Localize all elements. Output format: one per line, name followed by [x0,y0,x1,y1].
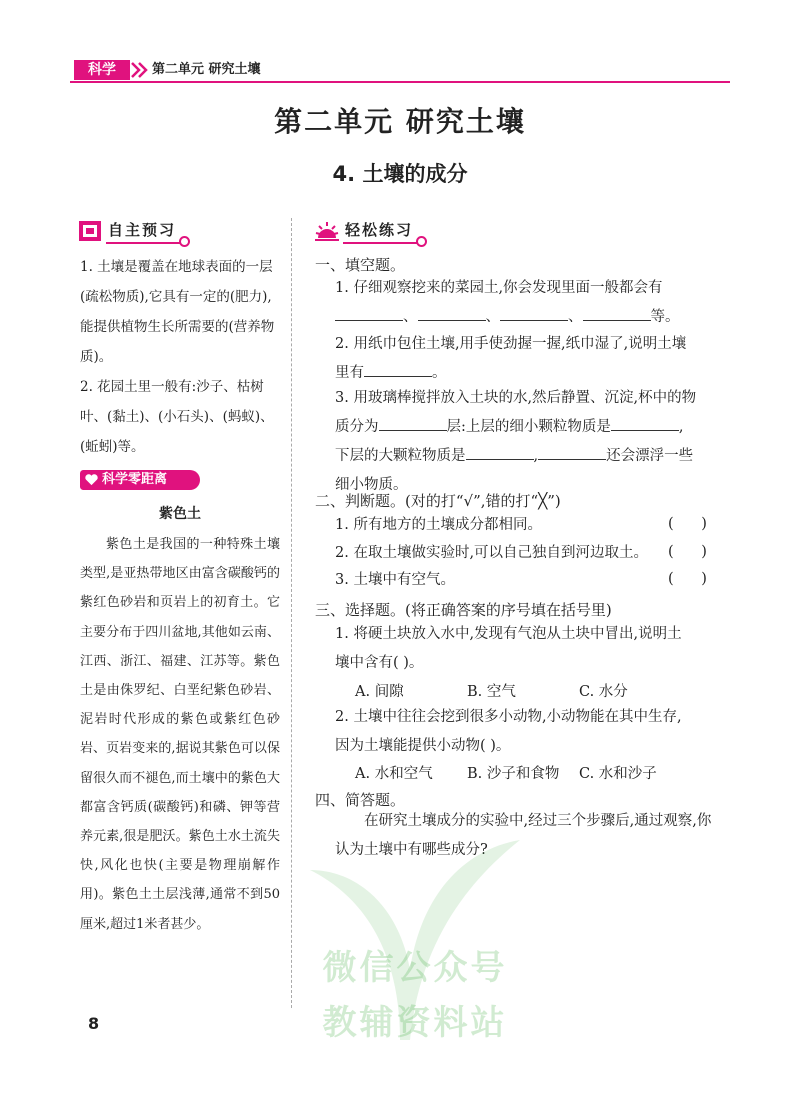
answer-blank[interactable] [538,445,606,460]
question-text: 细小物质。 [335,477,408,493]
question-text: 2. 用纸巾包住土壤,用手使劲握一握,纸巾湿了,说明土壤 [335,336,687,352]
question-text: 1. 将硬土块放入水中,发现有气泡从土块中冒出,说明土 [335,626,682,642]
question-text: , [678,419,684,435]
choice-options-2 [355,762,657,783]
short-question-1: 在研究土壤成分的实验中,经过三个步骤后,通过观察,你认为土壤中有哪些成分? [335,813,712,858]
answer-blank[interactable] [611,416,679,431]
question-text: 。 [432,365,447,381]
answer-blank[interactable] [418,306,486,321]
header-unit-title: 第二单元 研究土壤 [152,62,261,77]
double-chevron-icon [130,60,150,80]
option-b[interactable]: B. 沙子和食物 [467,766,560,782]
heart-icon [84,472,99,487]
question-text: 3. 用玻璃棒搅拌放入土块的水,然后静置、沉淀,杯中的物 [335,390,697,406]
question-text: 里有 [335,365,364,381]
unit-title: 第二单元 研究土壤 [274,105,526,138]
question-text: 因为土壤能提供小动物( )。 [335,738,511,754]
watermark-line-2: 教辅资料站 [322,1003,508,1043]
judge-item: 1. 所有地方的土壤成分都相同。 [335,517,542,533]
choice-question-2 [335,703,725,761]
question-text: 等。 [650,309,680,325]
choice-question-1 [335,620,725,678]
judge-item: 2. 在取土壤做实验时,可以自己独自到河边取土。 [335,545,649,561]
preview-item: 1. 土壤是覆盖在地球表面的一层(疏松物质),它具有一定的(肥力),能提供植物生长所需要的(营养物质)。 [80,259,275,365]
heading-note: (将正确答案的序号填在括号里) [405,601,612,619]
answer-blank[interactable] [335,306,403,321]
heading-note: (对的打“√”,错的打“╳”) [405,492,561,510]
science-corner-tag [80,470,200,490]
option-c[interactable]: C. 水和沙子 [579,766,657,782]
answer-paren[interactable]: ( ) [668,571,707,587]
lesson-title: 4. 土壤的成分 [332,162,468,186]
fill-question-1: 1. 仔细观察挖来的菜园土,你会发现里面一般都会有 、 、 、 等。 [335,280,680,325]
question-text: 壤中含有( )。 [335,655,424,671]
short-heading: 四、简答题。 [315,791,406,809]
question-text: 2. 土壤中往往会挖到很多小动物,小动物能在其中生存, [335,709,682,725]
question-text: 层:上层的细小颗粒物质是 [446,419,611,435]
article-title: 紫色土 [159,506,201,522]
heading-text: 三、选择题。 [315,601,406,619]
preview-section-tag [78,218,184,244]
page-number: 8 [88,1014,100,1033]
answer-blank[interactable] [364,362,432,377]
answer-blank[interactable] [583,306,651,321]
fill-heading: 一、填空题。 [315,256,406,274]
answer-blank[interactable] [379,416,447,431]
option-a[interactable]: A. 间隙 [355,684,404,700]
answer-paren[interactable]: ( ) [668,516,707,532]
subject-tag: 科学 [74,60,130,80]
article-body: 紫色土是我国的一种特殊土壤类型,是亚热带地区由富含碳酸钙的紫红色砂岩和页岩上的初育土。它主要分布于四川盆地,其他如云南、江西、浙江、福建、江苏等。紫色土是由侏罗纪、白垩纪紫色砂岩、泥岩时代形成的紫色或紫红色砂岩、页岩变来的,据说其紫色可以保留很久而不褪色,而土壤中的紫色大都富含钙质(碳酸钙)和磷、钾等营养元素,很是肥沃。紫色土水土流失快,风化也快(主要是物理崩解作用)。紫色土土层浅薄,通常不到50厘米,超过1米者甚少。 [80,537,280,932]
preview-label: 自主预习 [106,219,184,244]
question-text: 还会漂浮一些 [606,448,694,464]
option-b[interactable]: B. 空气 [467,684,516,700]
fill-question-2 [335,330,725,388]
choice-options-1 [355,680,628,701]
question-text: 质分为 [335,419,379,435]
preview-items [80,252,280,462]
answer-blank[interactable] [500,306,568,321]
question-text: 下层的大颗粒物质是 [335,448,466,464]
page-header [70,58,730,82]
book-icon [78,220,102,242]
answer-paren[interactable]: ( ) [668,544,707,560]
preview-item: 2. 花园土里一般有:沙子、枯树叶、(黏土)、(小石头)、(蚂蚁)、(蚯蚓)等。 [80,379,274,455]
practice-label: 轻松练习 [343,219,421,244]
judge-item: 3. 土壤中有空气。 [335,572,455,588]
practice-section-tag [315,218,421,244]
answer-blank[interactable] [466,445,534,460]
choice-heading [315,599,725,620]
question-text: 1. 仔细观察挖来的菜园土,你会发现里面一般都会有 [335,280,663,296]
watermark-line-1: 微信公众号 [322,948,508,988]
option-a[interactable]: A. 水和空气 [355,766,433,782]
header-rule [70,81,730,83]
sun-icon [315,220,339,242]
heading-text: 二、判断题。 [315,492,406,510]
fill-question-3: 3. 用玻璃棒搅拌放入土块的水,然后静置、沉淀,杯中的物 质分为 层:上层的细小颗粒物质是 , 下层的大颗粒物质是 , 还会漂浮一些 细小物质。 [335,390,697,493]
judge-heading [315,490,725,511]
science-corner-label: 科学零距离 [102,472,168,487]
option-c[interactable]: C. 水分 [579,684,628,700]
